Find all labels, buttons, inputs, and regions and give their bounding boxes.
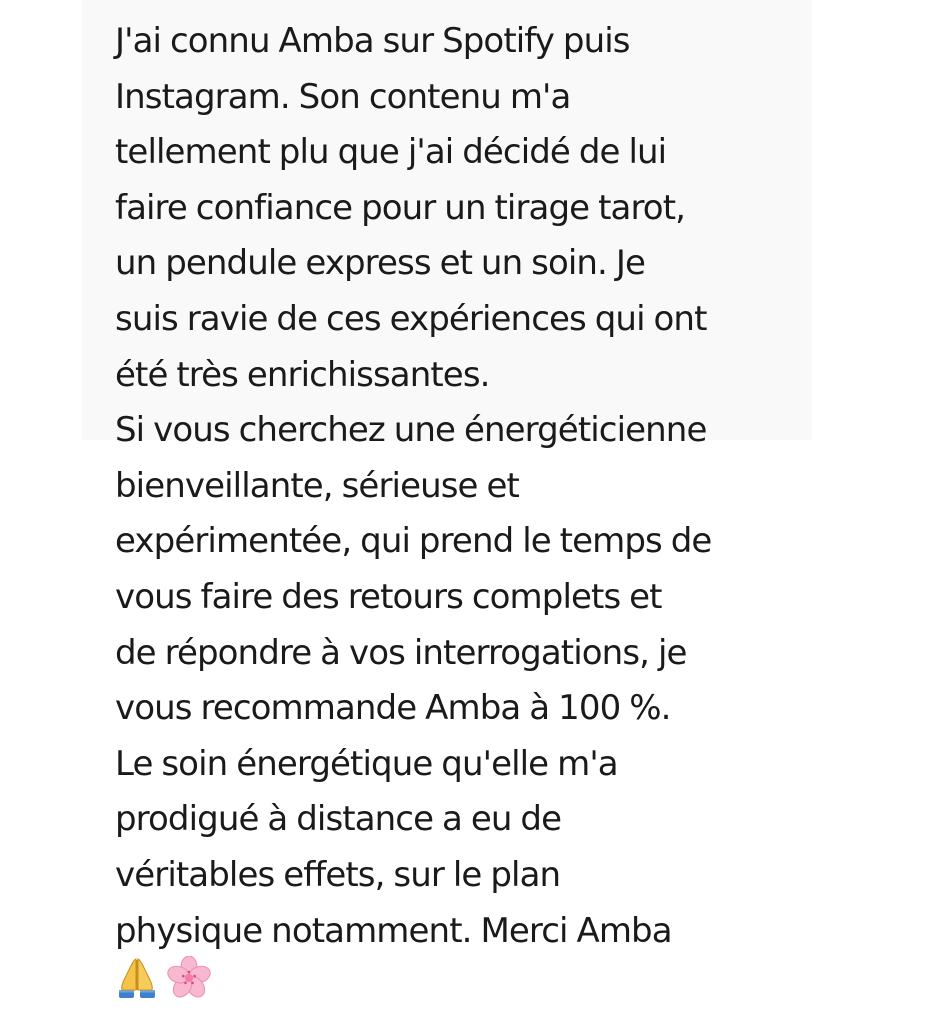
review-line: suis ravie de ces expériences qui ont <box>115 298 707 339</box>
review-line: faire confiance pour un tirage tarot, <box>115 187 686 228</box>
review-text <box>115 14 835 1015</box>
review-line: bienveillante, sérieuse et <box>115 465 519 506</box>
review-line: de répondre à vos interrogations, je <box>115 632 687 673</box>
review-line: un pendule express et un soin. Je <box>115 243 645 284</box>
review-line: véritables effets, sur le plan <box>115 854 561 895</box>
review-line: vous faire des retours complets et <box>115 576 662 617</box>
praying-hands-icon <box>115 956 159 1018</box>
cherry-blossom-icon <box>167 956 211 1018</box>
review-line: J'ai connu Amba sur Spotify puis <box>115 21 630 61</box>
review-line: été très enrichissantes. <box>115 354 490 395</box>
review-line: vous recommande Amba à 100 %. <box>115 688 671 729</box>
review-line: Instagram. Son contenu m'a <box>115 76 571 117</box>
review-line: tellement plu que j'ai décidé de lui <box>115 132 667 173</box>
review-line: expérimentée, qui prend le temps de <box>115 521 712 562</box>
emoji-row <box>115 959 835 1015</box>
review-line: physique notamment. Merci Amba <box>115 910 672 951</box>
review-line: prodigué à distance a eu de <box>115 799 562 840</box>
review-line: Si vous cherchez une énergéticienne <box>115 410 707 451</box>
review-line: Le soin énergétique qu'elle m'a <box>115 743 618 784</box>
